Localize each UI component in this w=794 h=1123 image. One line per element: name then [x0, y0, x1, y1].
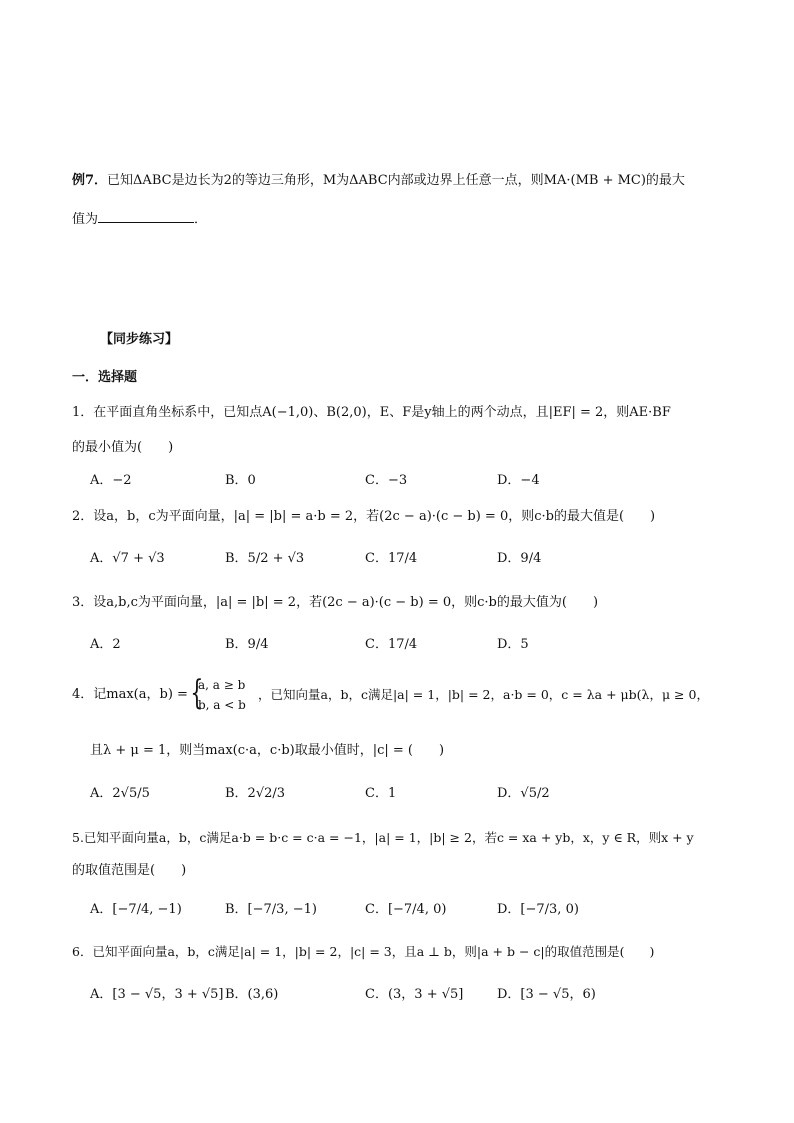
q1-option-c: C．−3	[365, 473, 408, 488]
q1-option-b: B．0	[225, 473, 256, 488]
question-5-line1: 5.已知平面向量a，b，c满足a·b = b·c = c·a = −1，|a| = 1，|b| ≥ 2，若c = xa + yb，x，y ∈ R，则x + y	[72, 830, 694, 845]
example7-line1	[72, 172, 685, 190]
q6-option-d: D．[3 − √5，6)	[497, 987, 596, 1002]
q4-option-a: A．2√5/5	[90, 786, 150, 801]
q2-option-c: C．17/4	[365, 551, 418, 566]
example7-text: 已知ΔABC是边长为2的等边三角形，M为ΔABC内部或边界上任意一点，则MA·(MB + MC)的最大	[107, 173, 685, 188]
q5-option-c: C．[−7/4, 0)	[365, 902, 447, 917]
question-3-line1: 3．设a,b,c为平面向量，|a| = |b| = 2，若(2c − a)·(c − b) = 0，则c·b的最大值为( )	[72, 595, 599, 610]
q6-option-c: C．(3，3 + √5]	[365, 987, 464, 1002]
example7-line2	[72, 210, 207, 229]
question-1-line1: 1．在平面直角坐标系中，已知点A(−1,0)、B(2,0)，E、F是y轴上的两个动点，且|EF| = 2，则AE·BF	[72, 405, 671, 420]
piecewise-case-1: a, a ≥ b	[198, 678, 246, 692]
q5-option-b: B．[−7/3, −1)	[225, 902, 317, 917]
q4-option-b: B．2√2/3	[225, 786, 286, 801]
example7-label: 例7．	[72, 173, 108, 188]
q3-option-b: B．9/4	[225, 637, 269, 652]
question-6-line1: 6．已知平面向量a，b，c满足|a| = 1，|b| = 2，|c| = 3，且a ⊥ b，则|a + b − c|的取值范围是( )	[72, 944, 655, 959]
question-4-pre: 4．记max(a，b) =	[72, 687, 188, 702]
q5-option-a: A．[−7/4, −1)	[90, 902, 182, 917]
q1-option-d: D．−4	[497, 473, 540, 488]
q4-option-c: C．1	[365, 786, 397, 801]
q6-option-b: B．(3,6)	[225, 987, 279, 1002]
answer-blank	[98, 210, 194, 223]
example7-period: ．	[194, 212, 208, 227]
q6-option-a: A．[3 − √5，3 + √5]	[90, 987, 224, 1002]
question-4-line2: 且λ + μ = 1，则当max(c·a，c·b)取最小值时，|c| = ( )	[90, 743, 445, 758]
q2-option-d: D．9/4	[497, 551, 542, 566]
section-heading: 一．选择题	[72, 370, 138, 385]
q2-option-a: A．√7 + √3	[90, 551, 165, 566]
question-5-line2: 的取值范围是( )	[72, 863, 187, 878]
q3-option-c: C．17/4	[365, 637, 418, 652]
q1-option-a: A．−2	[90, 473, 132, 488]
question-4-post: ，已知向量a，b，c满足|a| = 1，|b| = 2，a·b = 0，c = λa + μb(λ，μ ≥ 0，	[258, 687, 709, 702]
q5-option-d: D．[−7/3, 0)	[497, 902, 579, 917]
piecewise-brace: {	[190, 673, 204, 713]
practice-heading: 【同步练习】	[100, 332, 179, 347]
example7-text2: 值为	[72, 212, 99, 227]
question-1-line2: 的最小值为( )	[72, 440, 174, 455]
q3-option-d: D．5	[497, 637, 529, 652]
piecewise-case-2: b, a < b	[198, 698, 246, 712]
q3-option-a: A．2	[90, 637, 121, 652]
q4-option-d: D．√5/2	[497, 786, 550, 801]
q2-option-b: B．5/2 + √3	[225, 551, 305, 566]
question-2-line1: 2．设a，b，c为平面向量，|a| = |b| = a·b = 2，若(2c − a)·(c − b) = 0，则c·b的最大值是( )	[72, 509, 656, 524]
